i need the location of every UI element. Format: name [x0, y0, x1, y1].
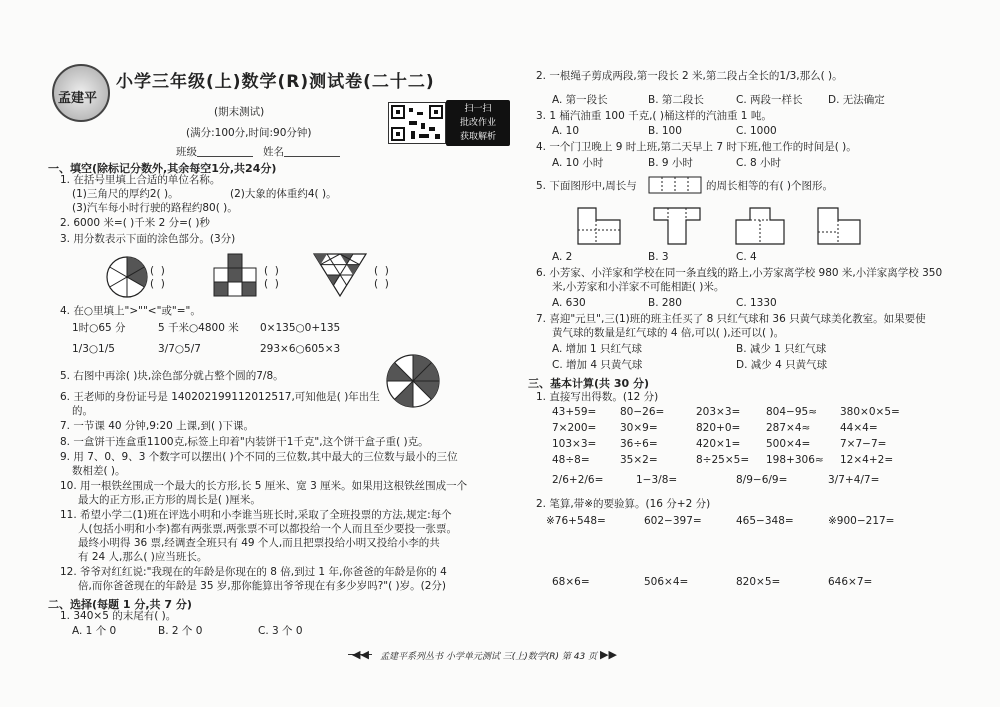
calc-3-0: 48÷8= [552, 454, 590, 466]
q7: 7. 一节课 40 分钟,9:20 上课,到( )下课。 [60, 420, 255, 432]
calc-0-4: 380×0×5= [840, 406, 900, 418]
s4-opt-a: A. 10 小时 [552, 157, 604, 169]
q2: 2. 6000 米=( )千米 2 分=( )秒 [60, 217, 210, 229]
s7-opt-a: A. 增加 1 只红气球 [552, 343, 643, 355]
shape-4-figure [816, 206, 862, 246]
s4-opt-b: B. 9 小时 [648, 157, 693, 169]
calc-3-3: 198+306≈ [766, 454, 824, 466]
calc-0-2: 203×3= [696, 406, 741, 418]
calc-2-1: 36÷6= [620, 438, 658, 450]
q4-r2c2: 3/7○5/7 [158, 343, 201, 355]
s6-opt-c: C. 1330 [736, 297, 777, 309]
frac-calc-1: 1−3/8= [636, 474, 678, 486]
s6-opt-b: B. 280 [648, 297, 682, 309]
q1c: (3)汽车每小时行驶的路程约80( )。 [72, 202, 238, 214]
reference-rectangle-figure [648, 176, 702, 194]
q10b: 最大的正方形,正方形的周长是( )厘米。 [78, 494, 261, 506]
section-calc: 三、基本计算(共 30 分) [528, 377, 650, 390]
s5-text-a: 5. 下面图形中,周长与 [536, 180, 637, 192]
q11b: 人(包括小明和小李)都有两张票,两张票不可以都投给一个人而且至少要投一张票。 [78, 523, 458, 535]
s2-opt-d: D. 无法确定 [828, 94, 885, 106]
calc-1-4: 44×4= [840, 422, 878, 434]
calc-3-2: 8÷25×5= [696, 454, 750, 466]
shape-3-figure [734, 206, 786, 246]
q1a: (1)三角尺的厚约2( )。 [72, 188, 179, 200]
frac-calc-0: 2/6+2/6= [552, 474, 604, 486]
s5-opt-c: C. 4 [736, 251, 757, 263]
vert-1-0: ※76+548= [546, 515, 606, 527]
c1: 1. 直接写出得数。(12 分) [536, 391, 659, 403]
vert-2-1: 506×4= [644, 576, 689, 588]
s5-opt-b: B. 3 [648, 251, 669, 263]
calc-1-2: 820+0= [696, 422, 741, 434]
s4-opt-c: C. 8 小时 [736, 157, 782, 169]
calc-0-0: 43+59= [552, 406, 597, 418]
footer-text: 孟建平系列丛书 小学单元测试 三(上)数学(R) 第 43 页 [380, 652, 598, 662]
frac-calc-2: 8/9−6/9= [736, 474, 788, 486]
s2-opt-a: A. 第一段长 [552, 94, 608, 106]
q11c: 最终小明得 36 票,经调查全班只有 49 个人,而且把票投给小明又投给小李的共 [78, 537, 440, 549]
s3-opt-a: A. 10 [552, 125, 580, 137]
calc-3-1: 35×2= [620, 454, 658, 466]
exam-meta: (满分:100分,时间:90分钟) [186, 127, 312, 139]
q5: 5. 右图中再涂( )块,涂色部分就占整个圆的7/8。 [60, 370, 284, 382]
s7-opt-b: B. 减少 1 只红气球 [736, 343, 827, 355]
vert-2-2: 820×5= [736, 576, 781, 588]
squares-figure [212, 252, 262, 300]
calc-1-3: 287×4≈ [766, 422, 811, 434]
q8: 8. 一盒饼干连盒重1100克,标签上印着"内装饼干1千克",这个饼干盒子重( )克。 [60, 436, 429, 448]
frac-calc-3: 3/7+4/7= [828, 474, 880, 486]
s5-opt-a: A. 2 [552, 251, 573, 263]
s2-opt-b: B. 第二段长 [648, 94, 704, 106]
circle-eighths-figure [384, 352, 442, 410]
vert-1-3: ※900−217= [828, 515, 895, 527]
s4: 4. 一个门卫晚上 9 时上班,第二天早上 7 时下班,他工作的时间是( )。 [536, 141, 857, 153]
calc-1-1: 30×9= [620, 422, 658, 434]
vert-2-3: 646×7= [828, 576, 873, 588]
q6b: 的。 [72, 405, 93, 417]
calc-3-4: 12×4+2= [840, 454, 894, 466]
page-title: 小学三年级(上)数学(R)测试卷(二十二) [116, 72, 435, 92]
q6a: 6. 王老师的身份证号是 140202199112012517,可知他是( )年出生 [60, 391, 380, 403]
class-label: 班级 [176, 146, 197, 158]
shape-1-figure [576, 206, 622, 246]
q9b: 数相差( )。 [72, 465, 126, 477]
q10a: 10. 用一根铁丝围成一个最大的长方形,长 5 厘米、宽 3 厘米。如果用这根铁丝围成一个 [60, 480, 468, 492]
s2: 2. 一根绳子剪成两段,第一段长 2 米,第二段占全长的1/3,那么( )。 [536, 70, 843, 82]
c2: 2. 笔算,带※的要验算。(16 分+2 分) [536, 498, 711, 510]
answer-paren-3: ( ) ( ) [374, 265, 389, 290]
q4-r2c3: 293×6○605×3 [260, 343, 341, 355]
calc-0-1: 80−26= [620, 406, 665, 418]
q12a: 12. 爷爷对红红说:"我现在的年龄是你现在的 8 倍,到过 1 年,你爸爸的年龄是你的 4 [60, 566, 447, 578]
q4-r1c3: 0×135○0+135 [260, 322, 341, 334]
s6b: 米,小芳家和小洋家不可能相距( )米。 [552, 281, 725, 293]
section-choice: 二、选择(每题 1 分,共 7 分) [48, 598, 192, 611]
calc-2-2: 420×1= [696, 438, 741, 450]
q1: 1. 在括号里填上合适的单位名称。 [60, 174, 221, 186]
s1-opt-b: B. 2 个 0 [158, 625, 203, 637]
q11a: 11. 希望小学二(1)班在评选小明和小李谁当班长时,采取了全班投票的方法,规定:每个 [60, 509, 452, 521]
s7b: 黄气球的数量是红气球的 4 倍,可以( ),还可以( )。 [552, 327, 785, 339]
calc-1-0: 7×200= [552, 422, 597, 434]
circle-sixths-figure [104, 254, 150, 300]
calc-2-0: 103×3= [552, 438, 597, 450]
s7-opt-c: C. 增加 4 只黄气球 [552, 359, 643, 371]
s7a: 7. 喜迎"元旦",三(1)班的班主任买了 8 只红气球和 36 只黄气球美化教室。如果要使 [536, 313, 926, 325]
subtitle: (期末测试) [214, 106, 265, 118]
vert-1-1: 602−397= [644, 515, 702, 527]
shape-2-figure [652, 206, 702, 246]
q1b: (2)大象的体重约4( )。 [230, 188, 337, 200]
calc-2-4: 7×7−7= [840, 438, 887, 450]
s3-opt-b: B. 100 [648, 125, 682, 137]
answer-paren-1: ( ) ( ) [150, 265, 165, 290]
q4-r1c2: 5 千米○4800 米 [158, 322, 239, 334]
calc-2-3: 500×4= [766, 438, 811, 450]
s1-opt-a: A. 1 个 0 [72, 625, 117, 637]
qr-code[interactable] [388, 102, 446, 144]
q11d: 有 24 人,那么( )应当班长。 [78, 551, 208, 563]
arrow-left-icon: ◀◀ [352, 648, 369, 661]
q9a: 9. 用 7、0、9、3 个数字可以摆出( )个不同的三位数,其中最大的三位数与最小的三位 [60, 451, 458, 463]
logo-text: 孟建平 [58, 91, 98, 106]
section-fill-in: 一、填空(除标记分数外,其余每空1分,共24分) [48, 162, 277, 175]
q3: 3. 用分数表示下面的涂色部分。(3分) [60, 233, 236, 245]
s1: 1. 340×5 的末尾有( )。 [60, 610, 177, 622]
qr-label: 扫一扫 批改作业 获取解析 [446, 100, 510, 146]
q4-r1c1: 1时○65 分 [72, 322, 126, 334]
s3-opt-c: C. 1000 [736, 125, 777, 137]
answer-paren-2: ( ) ( ) [264, 265, 279, 290]
calc-0-3: 804−95≈ [766, 406, 817, 418]
arrow-right-icon: ▶▶ [600, 648, 617, 661]
s1-opt-c: C. 3 个 0 [258, 625, 303, 637]
s2-opt-c: C. 两段一样长 [736, 94, 803, 106]
s3: 3. 1 桶汽油重 100 千克,( )桶这样的汽油重 1 吨。 [536, 110, 772, 122]
class-field [176, 146, 340, 159]
s7-opt-d: D. 减少 4 只黄气球 [736, 359, 828, 371]
s5-text-b: 的周长相等的有( )个图形。 [706, 180, 834, 192]
q4-r2c1: 1/3○1/5 [72, 343, 115, 355]
q4: 4. 在○里填上">""<"或"="。 [60, 305, 201, 317]
vert-2-0: 68×6= [552, 576, 590, 588]
name-label: 姓名 [263, 146, 285, 158]
s6a: 6. 小芳家、小洋家和学校在同一条直线的路上,小芳家离学校 980 米,小洋家离学校 350 [536, 267, 943, 279]
triangle-figure [312, 252, 368, 298]
vert-1-2: 465−348= [736, 515, 794, 527]
q12b: 倍,而你爸爸现在的年龄是 35 岁,那你能算出爷爷现在有多少岁吗?"( )岁。(2分) [78, 580, 447, 592]
s6-opt-a: A. 630 [552, 297, 586, 309]
